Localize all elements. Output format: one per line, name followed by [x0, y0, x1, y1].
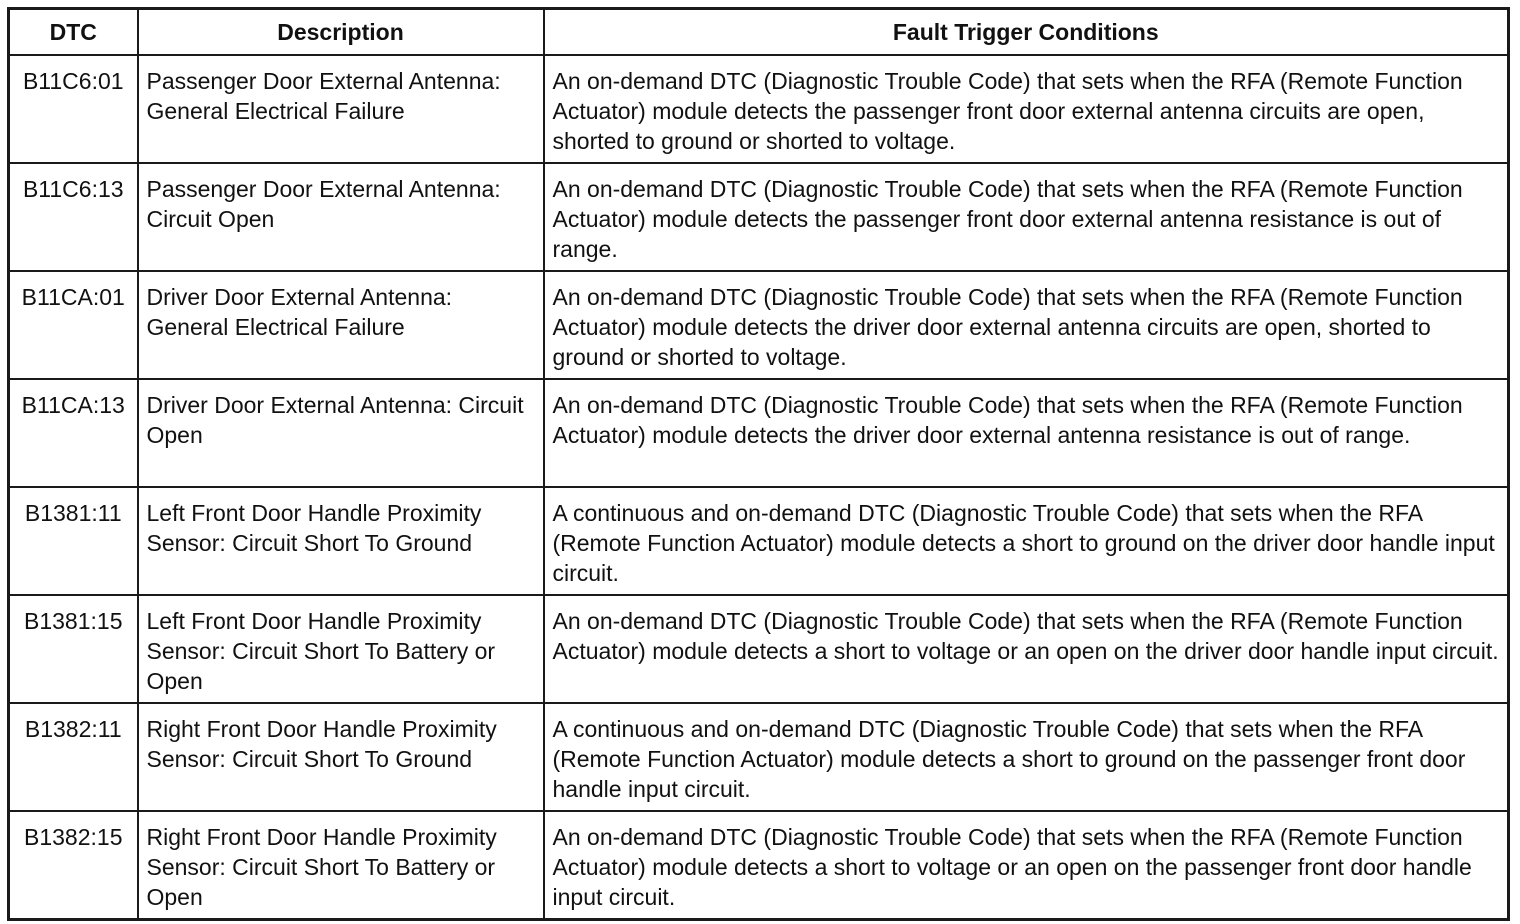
fault-trigger-conditions: An on-demand DTC (Diagnostic Trouble Code) that sets when the RFA (Remote Function Actuator) module detects the passenger front door external antenna circuits are open, shorted to ground or shorted to voltage. [544, 55, 1509, 163]
table-row [9, 163, 1509, 271]
dtc-code: B1382:15 [9, 811, 138, 920]
fault-trigger-conditions: A continuous and on-demand DTC (Diagnostic Trouble Code) that sets when the RFA (Remote Function Actuator) module detects a short to ground on the driver door handle input circuit. [544, 487, 1509, 595]
dtc-description: Passenger Door External Antenna: General Electrical Failure [138, 55, 544, 163]
table-body [9, 55, 1509, 920]
table-header [9, 9, 1509, 56]
fault-trigger-conditions: A continuous and on-demand DTC (Diagnostic Trouble Code) that sets when the RFA (Remote Function Actuator) module detects a short to ground on the passenger front door handle input circuit. [544, 703, 1509, 811]
header-fault-trigger-conditions: Fault Trigger Conditions [544, 9, 1509, 56]
table-row [9, 811, 1509, 920]
dtc-code: B11CA:01 [9, 271, 138, 379]
dtc-description: Driver Door External Antenna: General Electrical Failure [138, 271, 544, 379]
dtc-code: B1382:11 [9, 703, 138, 811]
dtc-code: B11CA:13 [9, 379, 138, 487]
dtc-description: Left Front Door Handle Proximity Sensor: Circuit Short To Battery or Open [138, 595, 544, 703]
fault-trigger-conditions: An on-demand DTC (Diagnostic Trouble Code) that sets when the RFA (Remote Function Actuator) module detects a short to voltage or an open on the passenger front door handle input circuit. [544, 811, 1509, 920]
dtc-code: B11C6:13 [9, 163, 138, 271]
fault-trigger-conditions: An on-demand DTC (Diagnostic Trouble Code) that sets when the RFA (Remote Function Actuator) module detects the driver door external antenna resistance is out of range. [544, 379, 1509, 487]
dtc-description: Passenger Door External Antenna: Circuit Open [138, 163, 544, 271]
dtc-code: B1381:11 [9, 487, 138, 595]
table-row [9, 703, 1509, 811]
dtc-description: Right Front Door Handle Proximity Sensor: Circuit Short To Ground [138, 703, 544, 811]
header-row [9, 9, 1509, 56]
dtc-description: Right Front Door Handle Proximity Sensor: Circuit Short To Battery or Open [138, 811, 544, 920]
fault-trigger-conditions: An on-demand DTC (Diagnostic Trouble Code) that sets when the RFA (Remote Function Actuator) module detects a short to voltage or an open on the driver door handle input circuit. [544, 595, 1509, 703]
header-description: Description [138, 9, 544, 56]
table-row [9, 55, 1509, 163]
dtc-table [7, 7, 1510, 921]
dtc-code: B1381:15 [9, 595, 138, 703]
header-dtc: DTC [9, 9, 138, 56]
dtc-description: Left Front Door Handle Proximity Sensor: Circuit Short To Ground [138, 487, 544, 595]
dtc-description: Driver Door External Antenna: Circuit Open [138, 379, 544, 487]
table-row [9, 271, 1509, 379]
dtc-code: B11C6:01 [9, 55, 138, 163]
table-row [9, 595, 1509, 703]
table-row [9, 379, 1509, 487]
table-row [9, 487, 1509, 595]
fault-trigger-conditions: An on-demand DTC (Diagnostic Trouble Code) that sets when the RFA (Remote Function Actuator) module detects the passenger front door external antenna resistance is out of range. [544, 163, 1509, 271]
fault-trigger-conditions: An on-demand DTC (Diagnostic Trouble Code) that sets when the RFA (Remote Function Actuator) module detects the driver door external antenna circuits are open, shorted to ground or shorted to voltage. [544, 271, 1509, 379]
